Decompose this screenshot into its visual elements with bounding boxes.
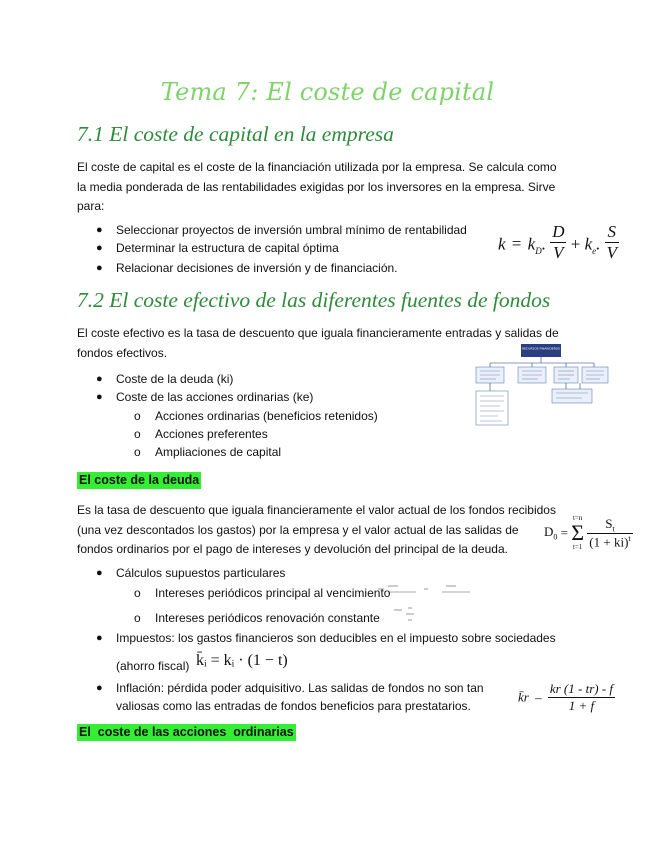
paragraph-line: la media ponderada de las rentabilidades exigidas por los inversores en la empresa. Sirve — [77, 179, 556, 194]
bullet-item: Coste de las acciones ordinarias (ke) — [116, 390, 314, 404]
fraction-numerator: S — [605, 515, 613, 531]
bullet-dot: ● — [96, 224, 103, 236]
fraction-denominator: (1 + ki) — [589, 534, 629, 550]
formula-fraction — [548, 681, 615, 714]
bullet-dot: ● — [96, 567, 103, 579]
bullet-continuation: (ahorro fiscal) — [116, 659, 190, 673]
fraction-denominator: V — [606, 243, 617, 262]
sub-bullet-item: Intereses periódicos renovación constante — [155, 611, 380, 625]
bullet-dot: ● — [96, 682, 103, 694]
bullet-item: Inflación: pérdida poder adquisitivo. Las salidas de fondos no son tan — [116, 681, 484, 695]
sub-bullet-marker: o — [134, 445, 141, 459]
tiny-formula-graphic — [376, 581, 476, 597]
formula-fraction — [605, 222, 619, 263]
bullet-item: Relacionar decisiones de inversión y de financiación. — [116, 261, 398, 275]
formula-symbol: + — [570, 234, 581, 254]
sub-bullet-item: Ampliaciones de capital — [155, 445, 282, 459]
bullet-item: Determinar la estructura de capital óptima — [116, 241, 339, 255]
sub-bullet-marker: o — [134, 586, 141, 600]
formula-subscript: 0 — [553, 532, 558, 542]
diagram-box — [552, 389, 592, 403]
formula-fraction — [550, 222, 566, 263]
tax-adjusted-cost-formula: k̄ᵢ = kᵢ · (1 − t) — [196, 652, 288, 669]
sub-bullet-item: Intereses periódicos principal al vencimiento — [155, 586, 391, 600]
formula-symbol: k — [498, 234, 506, 254]
paragraph-line: para: — [77, 199, 105, 213]
section-heading-7-2: 7.2 El coste efectivo de las diferentes fuentes de fondos — [77, 288, 551, 312]
formula-symbol: k — [527, 234, 536, 254]
financing-sources-diagram — [470, 343, 612, 427]
summation-upper: t=n — [572, 514, 583, 522]
paragraph-line: El coste de capital es el coste de la financiación utilizada por la empresa. Se calcula como — [77, 160, 557, 174]
debt-paragraph — [77, 501, 597, 560]
paragraph-line: El coste efectivo es la tasa de descuento que iguala financieramente entradas y salidas de — [77, 326, 559, 340]
bullet-dot: ● — [96, 632, 103, 644]
bullet-continuation: valiosas como las entradas de fondos beneficios para prestatarios. — [116, 699, 471, 713]
formula-subscript: t — [612, 524, 615, 534]
fraction-numerator: S — [605, 222, 619, 243]
debt-cost-heading: El coste de la deuda — [79, 473, 200, 487]
bullet-dot: ● — [96, 373, 103, 385]
summation-lower: t=1 — [572, 543, 583, 551]
paragraph-line: Es la tasa de descuento que iguala financieramente el valor actual de los fondos recibidos — [77, 503, 556, 517]
formula-symbol: k̄r — [518, 689, 529, 705]
inflation-adjusted-formula: k̄r – $\frac{kr (1 - tr) - f}{1 + f}$ — [518, 681, 614, 713]
fraction-numerator: kr (1 - tr) - f — [549, 681, 614, 696]
formula-subscript: e — [592, 245, 597, 256]
formula-symbol: = — [560, 525, 568, 540]
paragraph-line: fondos ordinarios por el pago de intereses y devolución del principal de la deuda. — [77, 542, 508, 556]
sub-bullet-marker: o — [134, 409, 141, 423]
paragraph-line: fondos efectivos. — [77, 345, 168, 360]
equity-cost-heading: El coste de las acciones ordinarias — [79, 725, 294, 739]
bullet-item: Seleccionar proyectos de inversión umbral mínimo de rentabilidad — [116, 223, 467, 237]
bullet-item: Coste de la deuda (ki) — [116, 372, 234, 386]
sub-bullet-item: Acciones preferentes — [155, 427, 268, 441]
bullet-item: Impuestos: los gastos financieros son deducibles en el impuesto sobre sociedades — [116, 631, 556, 645]
bullet-item: Cálculos supuestos particulares — [116, 566, 286, 580]
fraction-numerator: D — [552, 222, 565, 241]
section-7-1-paragraph — [77, 158, 597, 217]
fraction-denominator: 1 + f — [568, 698, 595, 713]
sub-bullet-item: Acciones ordinarias (beneficios retenidos) — [155, 409, 378, 423]
bullet-dot: ● — [96, 242, 103, 254]
wacc-formula: $k = k_D$. $\frac{D}{V}$ + $k_e$. $\frac{S}{V}$ — [498, 222, 617, 262]
summation — [571, 515, 584, 551]
formula-superscript: t — [628, 534, 631, 544]
sub-bullet-marker: o — [134, 611, 141, 625]
formula-subscript: D — [535, 245, 542, 256]
formula-fraction — [587, 516, 632, 551]
summation-symbol: Σ — [571, 520, 585, 545]
formula-symbol: D — [544, 524, 554, 540]
bullet-dot: ● — [96, 262, 103, 274]
sub-bullet-marker: o — [134, 427, 141, 441]
fraction-denominator: V — [553, 243, 564, 262]
bullet-dot: ● — [96, 391, 103, 403]
section-heading-7-1: 7.1 El coste de capital en la empresa — [77, 122, 394, 146]
formula-symbol: k — [584, 234, 593, 254]
debt-valuation-formula — [544, 515, 633, 551]
formula-symbol: = — [511, 234, 522, 254]
tiny-formula-graphic — [392, 604, 426, 624]
document-title: Tema 7: El coste de capital — [160, 78, 495, 106]
diagram-root-label: RECURSOS FINANCIEROS — [522, 346, 560, 351]
paragraph-line: (una vez descontados los gastos) por la empresa y el valor actual de las salidas de — [77, 522, 519, 537]
